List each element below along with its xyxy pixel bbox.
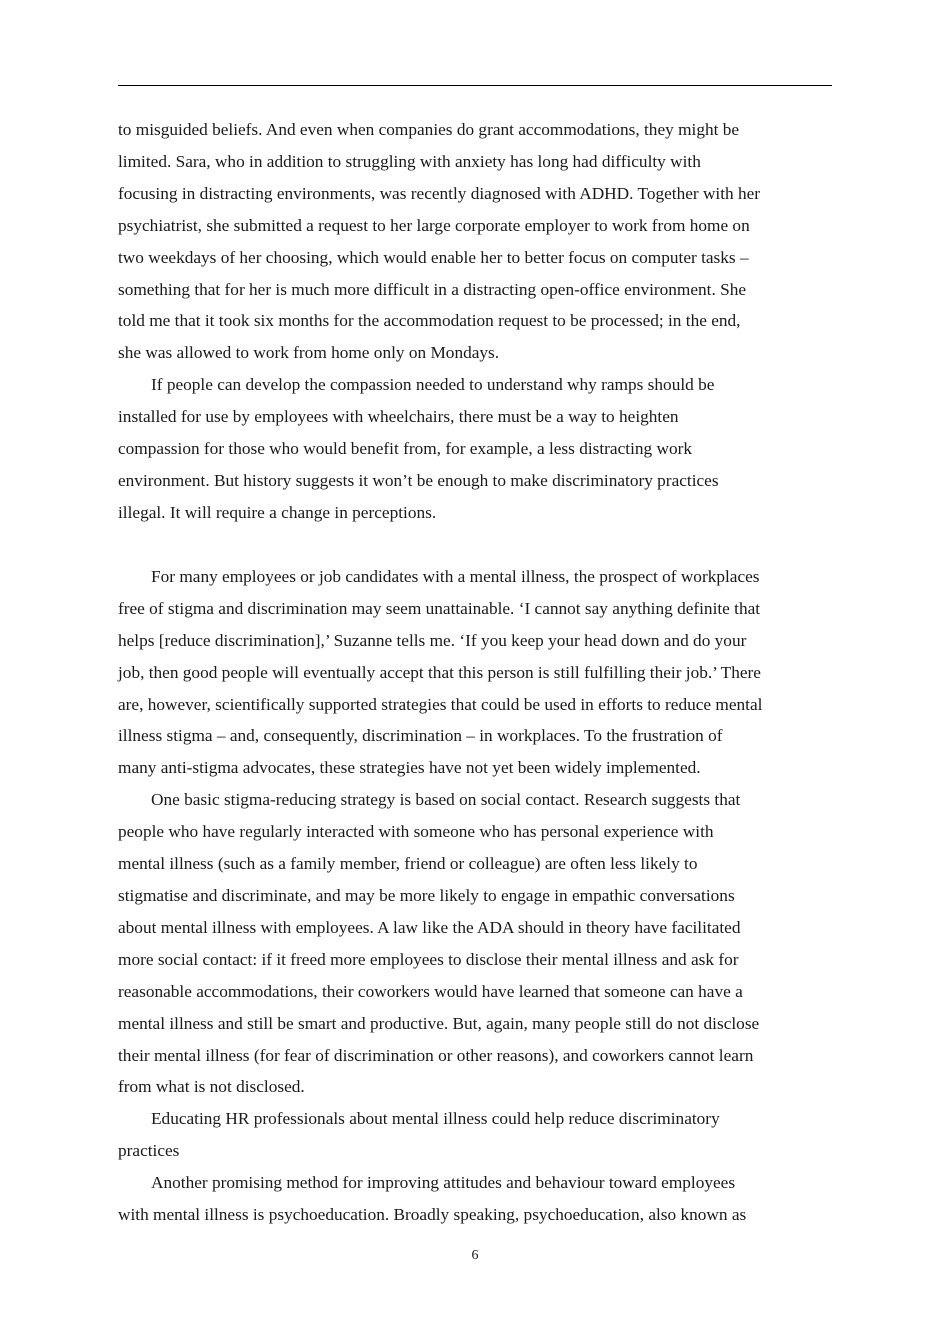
text-line: practices: [118, 1141, 180, 1160]
text-line: are, however, scientifically supported strategies that could be used in efforts to reduce mental: [118, 695, 763, 714]
text-line: If people can develop the compassion needed to understand why ramps should be: [151, 375, 715, 394]
text-line: illness stigma – and, consequently, discrimination – in workplaces. To the frustration of: [118, 726, 723, 745]
text-line: about mental illness with employees. A law like the ADA should in theory have facilitated: [118, 918, 741, 937]
text-line: psychiatrist, she submitted a request to her large corporate employer to work from home on: [118, 216, 750, 235]
text-line: two weekdays of her choosing, which would enable her to better focus on computer tasks –: [118, 248, 749, 267]
text-line: from what is not disclosed.: [118, 1077, 305, 1096]
text-line: their mental illness (for fear of discrimination or other reasons), and coworkers cannot learn: [118, 1046, 754, 1065]
text-line: helps [reduce discrimination],’ Suzanne tells me. ‘If you keep your head down and do your: [118, 631, 747, 650]
text-line: compassion for those who would benefit from, for example, a less distracting work: [118, 439, 692, 458]
text-line: limited. Sara, who in addition to struggling with anxiety has long had difficulty with: [118, 152, 701, 171]
header-rule: [118, 85, 832, 86]
text-line: mental illness (such as a family member, friend or colleague) are often less likely to: [118, 854, 698, 873]
text-line: Another promising method for improving attitudes and behaviour toward employees: [151, 1173, 736, 1192]
text-line: she was allowed to work from home only on Mondays.: [118, 343, 500, 362]
text-line: installed for use by employees with wheelchairs, there must be a way to heighten: [118, 407, 679, 426]
text-line: people who have regularly interacted with someone who has personal experience with: [118, 822, 714, 841]
text-line: something that for her is much more difficult in a distracting open-office environment. She: [118, 280, 747, 299]
text-line: free of stigma and discrimination may seem unattainable. ‘I cannot say anything definite that: [118, 599, 761, 618]
text-line: reasonable accommodations, their coworkers would have learned that someone can have a: [118, 982, 743, 1001]
text-line: told me that it took six months for the accommodation request to be processed; in the end,: [118, 311, 741, 330]
text-line: illegal. It will require a change in perceptions.: [118, 503, 437, 522]
text-line: to misguided beliefs. And even when companies do grant accommodations, they might be: [118, 120, 740, 139]
text-line: stigmatise and discriminate, and may be more likely to engage in empathic conversations: [118, 886, 735, 905]
text-line: mental illness and still be smart and productive. But, again, many people still do not disclose: [118, 1014, 760, 1033]
text-line: focusing in distracting environments, was recently diagnosed with ADHD. Together with her: [118, 184, 761, 203]
text-line: many anti-stigma advocates, these strategies have not yet been widely implemented.: [118, 758, 701, 777]
text-line: more social contact: if it freed more employees to disclose their mental illness and ask for: [118, 950, 739, 969]
text-line: job, then good people will eventually accept that this person is still fulfilling their job.’ There: [118, 663, 761, 682]
page-number: 6: [471, 1248, 479, 1263]
text-line: environment. But history suggests it won’t be enough to make discriminatory practices: [118, 471, 719, 490]
text-line: with mental illness is psychoeducation. Broadly speaking, psychoeducation, also known as: [118, 1205, 747, 1224]
text-line: One basic stigma-reducing strategy is based on social contact. Research suggests that: [151, 790, 741, 809]
text-line: For many employees or job candidates with a mental illness, the prospect of workplaces: [151, 567, 760, 586]
text-line: Educating HR professionals about mental illness could help reduce discriminatory: [151, 1109, 720, 1128]
